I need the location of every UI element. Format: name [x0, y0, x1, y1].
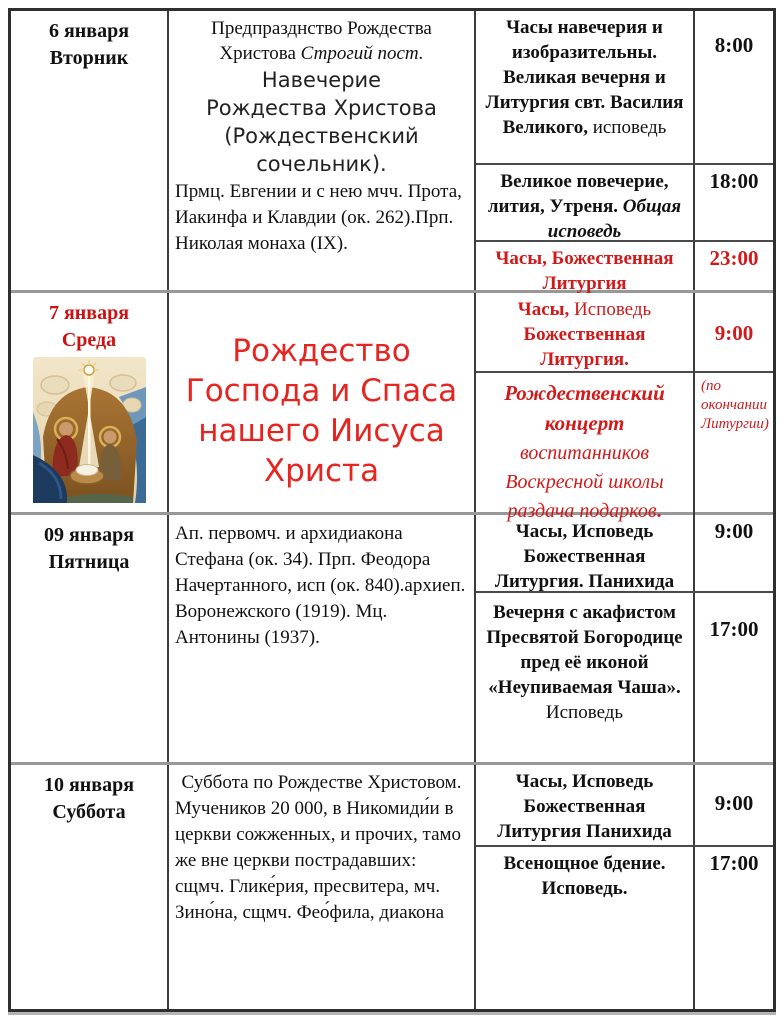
weekday-text: Суббота: [52, 801, 126, 823]
service-text: Часы, Божественная Литургия: [495, 248, 674, 294]
date-text: 09 января: [43, 524, 135, 546]
time-cell: 9:00: [693, 293, 773, 371]
weekday-text: Пятница: [48, 551, 130, 573]
saints-commemoration: Прмц. Евгении и с нею мчч. Прота, Иакинфа и Клавдии (ок. 262).Прп. Николая монаха (IX).: [175, 181, 462, 254]
services-cell: [476, 11, 773, 294]
date-cell: [11, 11, 169, 290]
weekday-text: Вторник: [49, 47, 129, 69]
service-slot: [476, 515, 773, 591]
time-cell: 17:00: [693, 593, 773, 762]
eve-title: Навечерие Рождества Христова (Рождественский сочельник).: [206, 68, 437, 176]
services-cell: [476, 293, 773, 522]
concert-details: воспитанников Воскресной школы раздача подарков: [505, 442, 664, 522]
service-description: [476, 515, 693, 591]
date-cell: [11, 515, 169, 762]
concert-announcement: [476, 373, 693, 522]
weekday-text: Среда: [61, 329, 117, 351]
service-text: Вечерня с акафистом Пресвятой Богородице пред её иконой «Неупиваемая Чаша».: [486, 602, 683, 698]
schedule-row-jan7: [11, 290, 773, 522]
feast-description: [175, 16, 468, 66]
nativity-icon: [11, 357, 167, 503]
confession-text: исповедь: [592, 117, 667, 138]
general-confession-text: Общая исповедь: [547, 196, 682, 242]
service-text: Часы, Исповедь Божественная Литургия Панихида: [497, 771, 672, 842]
christmas-title: [169, 293, 476, 512]
service-description: [476, 11, 693, 163]
saints-commemoration: Ап. первомч. и архидиакона Стефана (ок. 34). Прп. Феодора Начертанного, исп (ок. 840).архиеп. Воронежского (1919). Мц. Антонины (1937).: [175, 523, 466, 648]
schedule-row-jan10: [11, 762, 773, 1009]
date-text: 6 января: [48, 20, 130, 42]
time-cell: 9:00: [693, 515, 773, 591]
service-slot: [476, 11, 773, 163]
service-description: [476, 593, 693, 762]
service-slot: [476, 293, 773, 371]
service-text: Часы,: [517, 299, 570, 320]
service-slot: [476, 240, 773, 294]
service-text: Божественная Литургия.: [523, 324, 646, 370]
fast-note: Строгий пост.: [300, 43, 424, 64]
title-line: Господа и Спаса: [185, 373, 458, 409]
title-line: Христа: [263, 453, 380, 489]
service-text: Часы, Исповедь Божественная Литургия. Панихида: [494, 521, 675, 592]
service-slot: [476, 163, 773, 240]
title-line: Рождество: [232, 333, 411, 369]
schedule-row-jan9: [11, 512, 773, 762]
services-cell: [476, 515, 773, 762]
service-schedule-table: [8, 8, 776, 1012]
service-slot: [476, 371, 773, 522]
service-description: [476, 293, 693, 371]
confession-text: Исповедь: [574, 299, 652, 320]
service-description: [476, 165, 693, 240]
time-cell: 17:00: [693, 847, 773, 1009]
confession-text: Исповедь: [545, 702, 624, 723]
concert-title: Рождественский концерт: [504, 381, 665, 435]
description-cell: [169, 515, 476, 762]
saints-commemoration: Мучеников 20 000, в Никомиди́и в церкви сожженных, и прочих, тамо же вне церкви пострадавших: сщмч. Глике́рия, пресвитера, мч. Зино́на, сщмч. Фео́фила, диакона: [175, 798, 462, 923]
title-line: нашего Иисуса: [198, 413, 445, 449]
service-slot: [476, 765, 773, 845]
date-cell: [11, 765, 169, 1009]
concert-period: .: [656, 500, 662, 522]
feast-description: Суббота по Рождестве Христовом.: [181, 772, 462, 793]
service-description: [476, 242, 693, 294]
service-description: [476, 765, 693, 845]
description-cell: [169, 765, 476, 1009]
time-cell: 9:00: [693, 765, 773, 845]
service-slot: [476, 845, 773, 1009]
time-cell: 23:00: [693, 242, 773, 290]
date-text: 7 января: [48, 302, 130, 324]
service-text: Великое повечерие, лития, Утреня.: [487, 171, 669, 217]
service-text: Всенощное бдение. Исповедь.: [503, 853, 666, 899]
schedule-row-jan6: [11, 11, 773, 294]
date-text: 10 января: [43, 774, 135, 796]
services-cell: [476, 765, 773, 1009]
date-cell: [11, 293, 169, 512]
service-slot: [476, 591, 773, 762]
description-cell: [169, 11, 476, 290]
time-cell: 18:00: [693, 165, 773, 240]
service-text: Часы навечерия и изобразительны. Великая вечерня и Литургия свт. Василия Великого,: [485, 17, 684, 138]
service-description: [476, 847, 693, 1009]
time-cell: 8:00: [693, 11, 773, 163]
feast-text: Предпразднство Рождества Христова: [211, 18, 432, 64]
time-note-cell: (по окончании Литургии): [693, 373, 773, 515]
